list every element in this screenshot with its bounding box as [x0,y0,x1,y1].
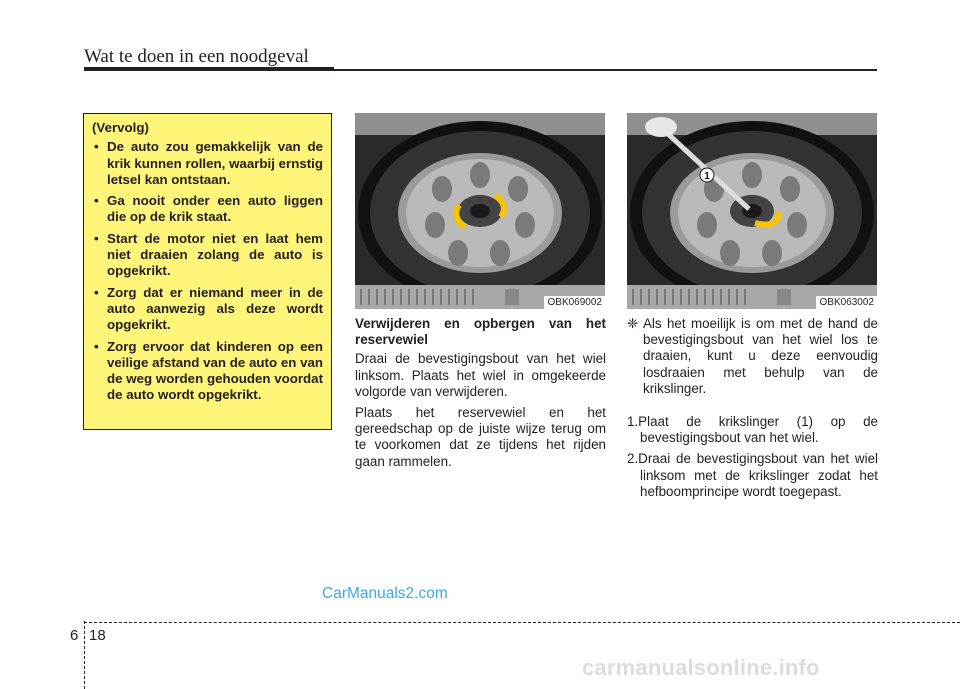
figure-code: OBK069002 [544,296,606,309]
watermark-text: carmanualsonline.info [582,655,820,680]
right-column [627,316,878,505]
chapter-header-title: Wat te doen in een noodgeval [84,46,309,67]
step-item: 2.Draai de bevestigingsbout van het wiel linksom met de krikslinger zodat het hefboomprincipe wordt toegepast. [627,451,878,499]
middle-column [355,316,606,475]
header-rule-thin [334,69,877,71]
figure-code: OBK063002 [816,296,878,309]
step-item: 1.Plaat de krikslinger (1) op de bevestigingsbout van het wiel. [627,414,878,446]
warning-title: (Vervolg) [92,120,149,135]
footer-rule [84,622,960,623]
note-mark-icon: ❈ [627,316,639,331]
page-number: 18 [89,627,106,644]
warning-box [83,113,332,430]
watermark-link[interactable]: CarManuals2.com [322,585,448,602]
note-text: Als het moeilijk is om met de hand de bevestigingsbout van het wiel los te draaien, kunt u deze eenvoudig losdraaien met behulp van de krikslinger. [643,316,878,396]
paragraph: Plaats het reservewiel en het gereedschap op de juiste wijze terug om te voorkomen dat ze tijdens het rijden gaan rammelen. [355,405,606,469]
header-rule-thick [84,67,334,71]
warning-item: • Zorg dat er niemand meer in de auto aanwezig als deze wordt opgekrikt. [92,285,323,334]
spare-wheel-figure [355,113,605,309]
note-paragraph [627,316,878,397]
warning-item: • De auto zou gemakkelijk van de krik kunnen rollen, waarbij ernstig letsel kan ontstaan. [92,139,323,188]
section-heading: Verwijderen en opbergen van het reservewiel [355,316,606,348]
paragraph: Draai de bevestigingsbout van het wiel linksom. Plaats het wiel in omgekeerde volgorde van verwijderen. [355,351,606,399]
warning-item: • Start de motor niet en laat hem niet draaien zolang de auto is opgekrikt. [92,231,323,280]
chapter-number: 6 [70,627,79,644]
jack-handle-figure [627,113,877,309]
spare-wheel-illustration [355,113,605,309]
footer-divider [84,621,85,689]
warning-list [92,139,323,403]
warning-item: • Ga nooit onder een auto liggen die op de krik staat. [92,193,323,226]
callout-number: 1 [704,171,710,182]
jack-handle-illustration [627,113,877,309]
warning-item: • Zorg ervoor dat kinderen op een veilige afstand van de auto en van de weg worden gehouden voordat de auto wordt opgekrikt. [92,339,323,404]
